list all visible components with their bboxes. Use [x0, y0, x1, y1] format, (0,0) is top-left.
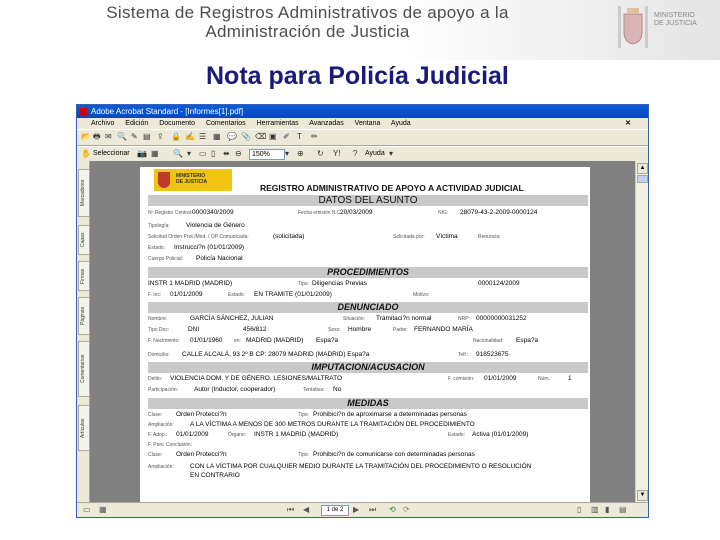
menu-ventana[interactable]: Ventana: [354, 120, 381, 127]
next-view-icon[interactable]: ⟳: [403, 505, 410, 514]
menu-bar: [77, 118, 648, 129]
facing-icon[interactable]: ▮: [605, 505, 610, 514]
medidas-row-2: [148, 420, 588, 430]
open-icon[interactable]: 📂: [81, 132, 91, 141]
zoom-in-icon[interactable]: 🔍: [173, 149, 183, 158]
secure-icon[interactable]: 🔒: [171, 132, 181, 141]
coat-of-arms-icon: [618, 6, 648, 48]
label: Clase:: [148, 412, 163, 418]
first-page-icon[interactable]: ⏮: [287, 505, 295, 514]
header-line-2: Administración de Justicia: [205, 22, 410, 41]
label: Solicitada por:: [393, 234, 425, 240]
page-number-field[interactable]: 1 de 2: [321, 505, 349, 516]
value: Diligencias Previas: [312, 280, 367, 287]
rotate-icon[interactable]: ↻: [317, 149, 324, 158]
value: 1: [568, 375, 572, 382]
value: 0000340/2009: [192, 209, 234, 216]
label: Órgano:: [228, 432, 247, 438]
label: F. Adop.:: [148, 432, 168, 438]
value: 01/01/2009: [484, 375, 517, 382]
value: 918523675: [476, 351, 509, 358]
fit-page-icon[interactable]: ▯: [211, 149, 216, 158]
value: 20/03/2009: [340, 209, 373, 216]
logo-line-2: DE JUSTICIA: [654, 20, 697, 27]
zoom-out-icon[interactable]: ⊖: [235, 149, 242, 158]
label: Situación:: [343, 316, 365, 322]
zoom-level-field[interactable]: 150%: [249, 149, 285, 160]
value: No: [333, 386, 342, 393]
value: INSTR 1 MADRID (MADRID): [254, 431, 339, 438]
window-titlebar: [77, 105, 648, 118]
value: 01/01/2009: [176, 431, 209, 438]
label: NIG:: [438, 210, 449, 216]
value: Víctima: [436, 233, 458, 240]
fit-width-icon[interactable]: ⬌: [223, 149, 230, 158]
note-title: Nota para Policía Judicial: [206, 62, 509, 90]
nav-tab-marcadores[interactable]: Marcadores: [78, 169, 90, 217]
single-page-icon[interactable]: ▯: [577, 505, 582, 514]
comment-icon[interactable]: 💬: [227, 132, 237, 141]
section-procedimientos: PROCEDIMIENTOS: [148, 267, 588, 278]
ministry-logo: [598, 2, 710, 52]
label: Núm.:: [538, 376, 552, 382]
last-page-icon[interactable]: ⏭: [369, 505, 377, 514]
continuous-facing-icon[interactable]: ▤: [619, 505, 627, 514]
menu-avanzadas[interactable]: Avanzadas: [309, 120, 344, 127]
status-bar: [77, 502, 648, 517]
nav-tab-paginas[interactable]: Páginas: [78, 297, 90, 335]
value: Hombre: [348, 326, 372, 333]
value: A LA VÍCTIMA A MENOS DE 300 METROS DURANTE LA TRAMITACIÓN DEL PROCEDIMIENTO: [190, 421, 475, 428]
shield-icon: [158, 172, 170, 188]
attach-icon[interactable]: 📎: [241, 132, 251, 141]
create-pdf-icon[interactable]: ✎: [131, 132, 138, 141]
header-line-1: Sistema de Registros Administrativos de apoyo a la: [106, 3, 509, 22]
label: Ampliación:: [148, 422, 174, 428]
close-document-icon[interactable]: ✕: [625, 120, 631, 127]
label: Nombre:: [148, 316, 168, 322]
nav-tab-capas[interactable]: Capas: [78, 225, 90, 255]
value: Prohibici?n de comunicarse con determinadas personas: [313, 451, 475, 458]
value: Orden Protecci?n: [176, 411, 227, 418]
label: en:: [234, 338, 241, 344]
label: F. Prev. Conclusión:: [148, 442, 193, 448]
value: EN TRAMITE (01/01/2009): [254, 291, 332, 298]
label: Tipo:: [298, 412, 309, 418]
label: Nacionalidad:: [473, 338, 504, 344]
label: Estado:: [148, 245, 165, 251]
slide-header-title: [20, 3, 595, 41]
review-icon[interactable]: ☰: [199, 132, 207, 141]
value: GARCÍA SÁNCHEZ, JULIAN: [190, 315, 274, 322]
scroll-up-icon[interactable]: ▲: [637, 163, 648, 174]
label: Domicilio:: [148, 352, 170, 358]
menu-archivo[interactable]: Archivo: [91, 120, 115, 127]
medidas-row-3: [148, 430, 588, 440]
label: Tipo:: [298, 452, 309, 458]
section-denunciado: DENUNCIADO: [148, 302, 588, 313]
asunto-row-5: [148, 254, 588, 264]
export-icon[interactable]: ⇪: [157, 132, 164, 141]
imput-row-2: [148, 385, 588, 395]
value: Espa?a: [316, 337, 339, 344]
sign-icon[interactable]: ✍: [185, 132, 195, 141]
value: Orden Protecci?n: [176, 451, 227, 458]
label: Estado:: [448, 432, 465, 438]
value: 00000000031252: [476, 315, 527, 322]
label: Ampliación:: [148, 464, 174, 470]
denun-row-2: [148, 325, 588, 335]
slide-header: [0, 0, 720, 60]
scroll-down-icon[interactable]: ▼: [637, 490, 648, 501]
forms-icon[interactable]: ▦: [213, 132, 221, 141]
select-tool-button[interactable]: Seleccionar: [93, 150, 130, 157]
asunto-row-3: [148, 232, 588, 242]
nav-tab-articulos[interactable]: Artículos: [78, 405, 90, 451]
value: CON LA VÍCTIMA POR CUALQUIER MEDIO DURANTE LA TRAMITACIÓN DEL PROCEDIMIENTO O RESOLUCIÓN: [190, 463, 532, 470]
label: Cuerpo Policial:: [148, 256, 184, 262]
label: Fecha emisión N.C.:: [298, 210, 344, 216]
asunto-row-4: [148, 243, 588, 253]
value: (solicitada): [273, 233, 305, 240]
value: 01/01/1960: [190, 337, 223, 344]
label: Tentativa:: [303, 387, 325, 393]
value: Prohibici?n de aproximarse a determinadas personas: [313, 411, 467, 418]
doc-ministry-line-2: DE JUSTICIA: [176, 179, 208, 185]
proc-row-2: [148, 290, 588, 300]
logo-line-1: MINISTERIO: [654, 12, 695, 19]
value: Activa (01/01/2009): [472, 431, 529, 438]
label: F. comisión:: [448, 376, 475, 382]
value: DNI: [188, 326, 200, 333]
previous-view-icon[interactable]: ⟲: [389, 505, 396, 514]
label: F. Nacimiento:: [148, 338, 180, 344]
text-box-icon[interactable]: T: [297, 132, 302, 141]
value: FERNANDO MARÍA: [414, 326, 473, 333]
label: Clase:: [148, 452, 163, 458]
label: Solicitud Orden Prot./Med. / OP Comunicada:: [148, 234, 249, 240]
proc-row-1: [148, 279, 588, 289]
value: Autor (Inductor, cooperador): [194, 386, 276, 393]
denun-row-1: [148, 314, 588, 324]
value: Instrucci?n (01/01/2009): [174, 244, 245, 251]
stamp-icon[interactable]: ▣: [269, 132, 277, 141]
help-dropdown-icon[interactable]: ▾: [389, 149, 394, 158]
next-page-icon[interactable]: ▶: [353, 505, 360, 514]
denun-row-3: [148, 336, 588, 346]
page-layout-icon[interactable]: ▭: [83, 505, 91, 514]
help-icon[interactable]: ?: [353, 149, 358, 158]
medidas-row-4: [148, 440, 588, 450]
combine-icon[interactable]: ▤: [143, 132, 151, 141]
asunto-row-1: [148, 208, 588, 218]
imput-row-1: [148, 374, 588, 384]
label: Estado:: [228, 292, 245, 298]
value: CALLE ALCALÁ, 93 2º B CP: 28079 MADRID (MADRID) Espa?a: [182, 351, 370, 358]
value: 456/812: [243, 326, 267, 333]
pdf-page: [140, 167, 590, 503]
label: Motivo:: [413, 292, 430, 298]
vertical-scrollbar[interactable]: [635, 161, 648, 503]
acrobat-window: [76, 104, 649, 518]
label: Delito:: [148, 376, 163, 382]
value: 01/01/2009: [170, 291, 203, 298]
label: Padre:: [393, 327, 408, 333]
window-title: Adobe Acrobat Standard - [Informes[1].pdf]: [91, 107, 244, 116]
print-icon[interactable]: 🖶: [93, 132, 101, 141]
label: Telf.:: [458, 352, 469, 358]
label: Tipología:: [148, 223, 170, 229]
label: Nº Registro Central:: [148, 210, 193, 216]
markup-icon[interactable]: ⌫: [255, 132, 267, 141]
label: Tipo:: [298, 281, 309, 287]
menu-comentarios[interactable]: Comentarios: [205, 120, 246, 127]
table-select-icon[interactable]: ▦: [151, 149, 159, 158]
scroll-thumb[interactable]: [637, 175, 648, 183]
help-button[interactable]: Ayuda: [365, 150, 385, 157]
continuous-icon[interactable]: ▥: [591, 505, 599, 514]
label: Sexo:: [328, 327, 341, 333]
hand-tool-icon[interactable]: ✋: [81, 149, 91, 158]
menu-ayuda[interactable]: Ayuda: [390, 120, 411, 127]
highlight-icon[interactable]: ✐: [283, 132, 290, 141]
nav-tab-firmas[interactable]: Firmas: [78, 261, 90, 291]
label: Tipo Doc:: [148, 327, 170, 333]
document-area[interactable]: [90, 161, 635, 503]
medidas-row-1: [148, 410, 588, 420]
doc-ministry-text: [176, 173, 207, 185]
value: 28079-43-2-2009-0000124: [460, 209, 538, 216]
menu-documento[interactable]: Documento: [159, 120, 196, 127]
value: Tramitaci?n normal: [376, 315, 432, 322]
denun-row-4: [148, 350, 588, 360]
zoom-dropdown-icon[interactable]: ▾: [285, 149, 290, 158]
toolbar-row-1: [77, 129, 648, 146]
doc-title: REGISTRO ADMINISTRATIVO DE APOYO A ACTIVIDAD JUDICIAL: [260, 183, 524, 193]
label: F. Inc:: [148, 292, 162, 298]
thumbnail-icon[interactable]: ▦: [99, 505, 107, 514]
value: 0000124/2009: [478, 280, 520, 287]
asunto-row-2: [148, 221, 588, 231]
medidas-row-7: [148, 471, 588, 481]
zoom-in-plus-icon[interactable]: ⊕: [297, 149, 304, 158]
label: Participación:: [148, 387, 179, 393]
doc-ministry-line-1: MINISTERIO: [176, 173, 206, 179]
doc-ministry-header: [154, 169, 232, 191]
value: VIOLENCIA DOM. Y DE GÉNERO. LESIONES/MALTRATO: [170, 375, 343, 382]
value: Violencia de Género: [186, 222, 245, 229]
section-imputacion: IMPUTACION/ACUSACION: [148, 362, 588, 373]
acrobat-app-icon: [80, 108, 87, 115]
menu-herramientas[interactable]: Herramientas: [256, 120, 299, 127]
label: Renuncia:: [478, 234, 501, 240]
value: EN CONTRARIO: [190, 472, 240, 479]
value: Policía Nacional: [196, 255, 243, 262]
pencil-icon[interactable]: ✏: [311, 132, 318, 141]
navigation-panel: [77, 161, 90, 503]
nav-tab-comentarios[interactable]: Comentarios: [78, 341, 90, 397]
ministry-logo-text: [654, 12, 697, 28]
value: Espa?a: [516, 337, 539, 344]
email-icon[interactable]: ✉: [105, 132, 112, 141]
value: INSTR 1 MADRID (MADRID): [148, 280, 233, 287]
medidas-row-5: [148, 450, 588, 460]
search-icon[interactable]: 🔍: [117, 132, 127, 141]
actual-size-icon[interactable]: ▭: [199, 149, 207, 158]
chevron-down-icon[interactable]: ▾: [187, 149, 192, 158]
value: MADRID (MADRID): [246, 337, 304, 344]
section-medidas: MEDIDAS: [148, 398, 588, 409]
section-datos-asunto: DATOS DEL ASUNTO: [148, 195, 588, 206]
menu-edicion[interactable]: Edición: [125, 120, 149, 127]
label: NRP:: [458, 316, 470, 322]
snapshot-icon[interactable]: 📷: [137, 149, 147, 158]
adobe-icon[interactable]: Y!: [333, 149, 341, 158]
previous-page-icon[interactable]: ◀: [303, 505, 310, 514]
